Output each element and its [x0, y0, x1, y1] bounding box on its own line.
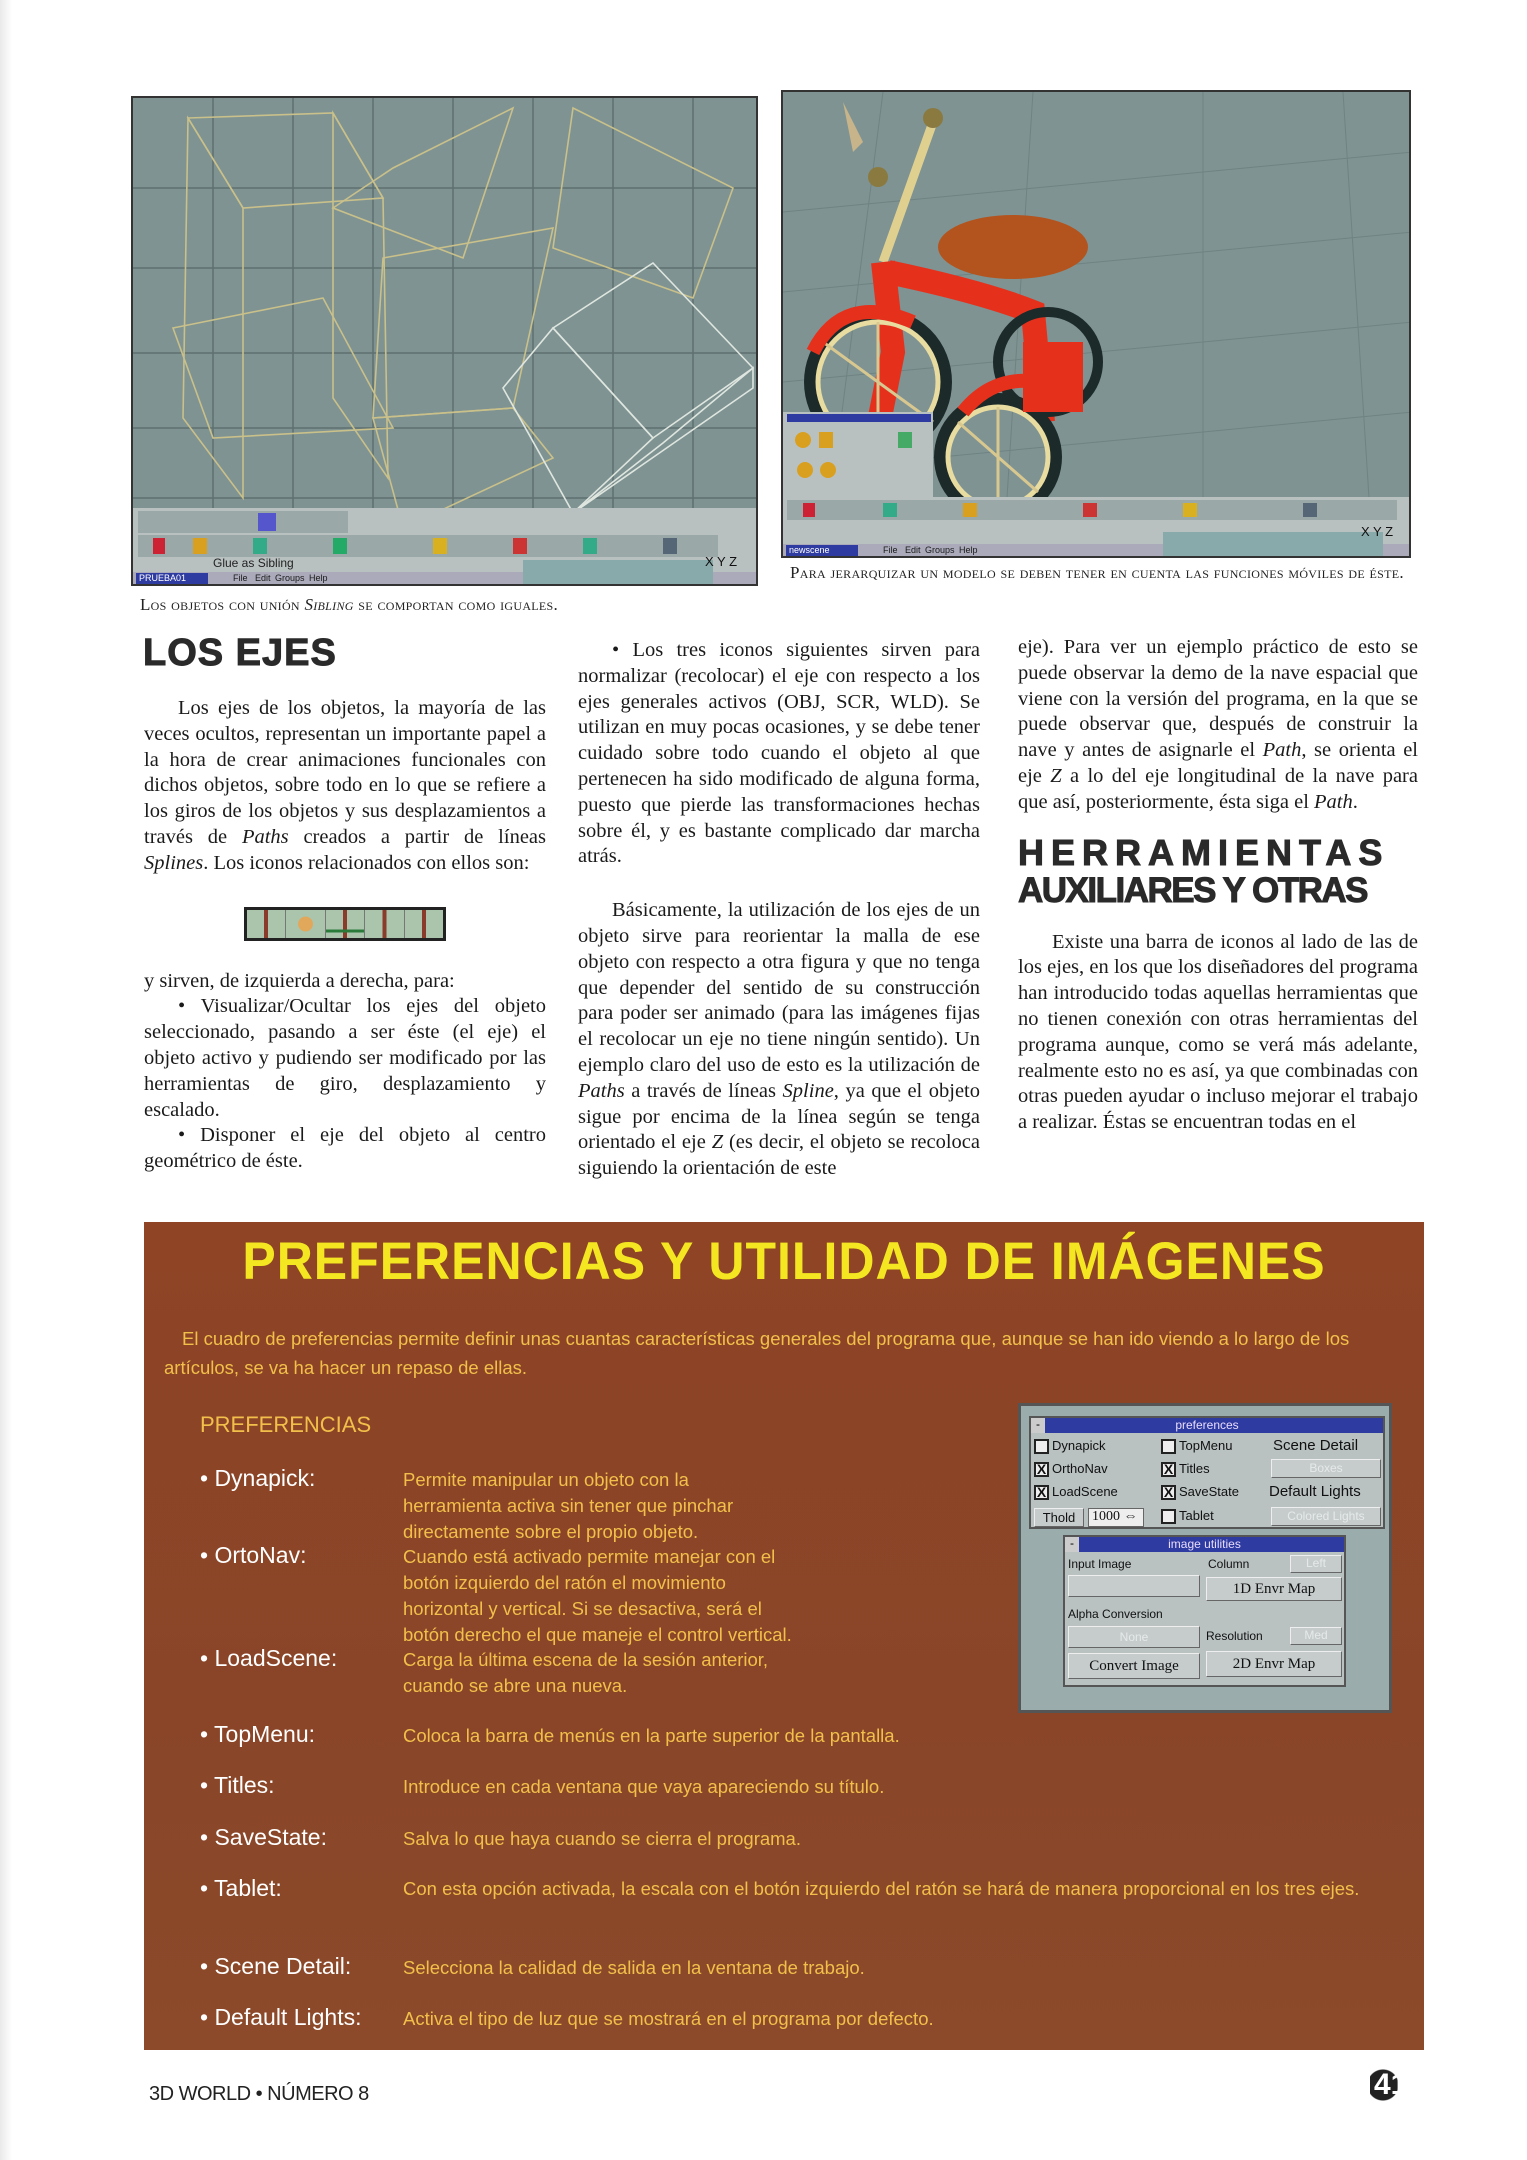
checkbox-orthonav — [1034, 1461, 1108, 1477]
text: . — [1352, 790, 1358, 813]
paragraph: Existe una barra de iconos al lado de las de los ejes, en los que los diseñadores del programa han introducido todas aquellas herramientas que no tienen conexión con otras herramientas del programa aunque, como se verá más adelante, realmente esto no es así, ya que combinadas con otras pueden ayudar o incluso mejorar el trabajo a realizar. Éstas se encuentran todas en el — [1018, 930, 1418, 1134]
pref-label: • SaveState: — [200, 1824, 327, 1850]
resolution-label: Resolution — [1206, 1629, 1263, 1643]
minimize-icon: - — [1031, 1418, 1045, 1433]
axis-normalize-wld-icon — [405, 910, 443, 938]
checkbox-checked: X — [1161, 1485, 1176, 1500]
input-image-field — [1068, 1575, 1200, 1597]
heading-line: AUXILIARES Y OTRAS — [1018, 870, 1367, 910]
dialog-titlebar — [1031, 1418, 1383, 1433]
window-tab: newscene — [789, 545, 830, 555]
pref-label: • Default Lights: — [200, 2004, 362, 2030]
box-intro: El cuadro de preferencias permite definir unas cuantas características generales del programa que, aunque se han ido viendo a lo largo de los artículos, se va ha hacer un repaso de ellas. — [164, 1328, 1350, 1378]
paragraph: y sirven, de izquierda a derecha, para: — [144, 969, 455, 992]
label: Titles — [1179, 1461, 1210, 1476]
checkbox-titles — [1161, 1461, 1210, 1477]
text-emphasis: Paths — [578, 1079, 625, 1102]
heading-line: HERRAMIENTAS — [1018, 831, 1390, 873]
text: . Los iconos relacionados con ellos son: — [203, 851, 530, 874]
axis-normalize-scr-icon — [365, 910, 404, 938]
pref-desc: Salva lo que haya cuando se cierra el programa. — [403, 1828, 801, 1849]
pref-label: • Titles: — [200, 1772, 275, 1798]
input-image-label: Input Image — [1068, 1557, 1132, 1571]
menu-groups: Groups — [925, 545, 955, 555]
pref-desc: Con esta opción activada, la escala con el botón izquierdo del ratón se hará de manera proporcional en los tres ejes. — [403, 1878, 1360, 1899]
text: a través de líneas — [624, 1079, 783, 1102]
thold-value: 1000 — [1092, 1509, 1120, 1524]
box-title: PREFERENCIAS Y UTILIDAD DE IMÁGENES — [242, 1231, 1326, 1291]
label: LoadScene — [1052, 1484, 1118, 1499]
thold-input — [1088, 1508, 1144, 1527]
bullet-paragraph: • Disponer el eje del objeto al centro geométrico de éste. — [144, 1124, 546, 1173]
text: eje). Para ver un ejemplo práctico de esto se puede observar la demo de la nave espacial que viene con la versión del programa, en la que se puede observar que, después de construir la nave y antes de asignarle el — [1018, 636, 1418, 762]
checkbox-unchecked — [1161, 1439, 1176, 1454]
column-label: Column — [1208, 1557, 1250, 1571]
dialog-title: preferences — [1175, 1418, 1239, 1432]
pref-desc: Selecciona la calidad de salida en la ventana de trabajo. — [403, 1957, 865, 1978]
menu-edit: Edit — [255, 573, 271, 583]
page-number — [1370, 2068, 1407, 2102]
pref-label: • TopMenu: — [200, 1721, 316, 1747]
pref-label: • Scene Detail: — [200, 1953, 352, 1979]
figure-caption-left — [140, 590, 558, 620]
figure-wireframe-screenshot — [131, 96, 758, 586]
checkbox-savestate — [1161, 1484, 1239, 1500]
pref-label: • OrtoNav: — [200, 1542, 307, 1568]
text: , se orienta el eje — [1018, 739, 1418, 787]
caption-emphasis: Sibling — [304, 595, 354, 614]
label: Dynapick — [1052, 1438, 1106, 1453]
bullet-paragraph: • Visualizar/Ocultar los ejes del objeto seleccionado, pasando a ser éste (el eje) el objeto activo y pudiendo ser modificado por las herramientas de giro, desplazamiento y escalado. — [144, 995, 546, 1121]
convert-image-button: Convert Image — [1068, 1653, 1200, 1679]
text-emphasis: Splines — [144, 851, 204, 874]
pref-label: • LoadScene: — [200, 1645, 338, 1671]
text: Básicamente, la utilización de los ejes de un objeto sirve para reorientar la malla de ese objeto con respecto a otra figura y que no tenga que depender del sentido de su construcción para poder ser animado (para las imágenes fijas el recolocar un eje no tiene ningún sentido). Un ejemplo claro del uso de esto es la utilización de — [578, 899, 980, 1076]
colored-lights-button: Colored Lights — [1271, 1507, 1381, 1526]
text-emphasis: Spline — [782, 1079, 834, 1102]
figure-caption-right: Para jerarquizar un modelo se deben tener en cuenta las funciones móviles de éste. — [790, 563, 1404, 582]
checkbox-unchecked — [1034, 1439, 1049, 1454]
page-edge-shadow — [0, 0, 12, 2160]
minimize-icon: - — [1065, 1537, 1079, 1552]
text: a lo del eje longitudinal de la nave para que así, posteriormente, ésta siga el — [1018, 764, 1418, 813]
checkbox-dynapick — [1034, 1438, 1105, 1454]
pref-desc: Permite manipular un objeto con la herramienta activa sin tener que pinchar directamente sobre el propio objeto. — [403, 1469, 734, 1542]
axes-label: X Y Z — [705, 554, 738, 569]
text-emphasis: Z — [711, 1131, 724, 1154]
dialog-title: image utilities — [1168, 1537, 1241, 1551]
checkbox-checked: X — [1034, 1485, 1049, 1500]
article-column-3 — [1018, 635, 1418, 1136]
wireframe-cubes-image — [133, 98, 758, 586]
pref-desc: Cuando está activado permite manejar con el botón izquierdo del ratón el movimiento horizontal y vertical. Si se desactiva, será el botón derecho el que maneje el control vertical. — [403, 1546, 792, 1645]
text-emphasis: Paths — [241, 825, 289, 848]
checkbox-tablet — [1161, 1508, 1214, 1524]
paragraph — [1018, 635, 1418, 816]
status-text: Glue as Sibling — [213, 556, 294, 570]
label: SaveState — [1179, 1484, 1239, 1499]
alpha-conversion-label: Alpha Conversion — [1068, 1607, 1163, 1621]
menu-file: File — [883, 545, 898, 555]
caption-text: Los objetos con unión — [140, 595, 305, 614]
axis-normalize-obj-icon — [326, 910, 365, 938]
axes-label: X Y Z — [1361, 524, 1394, 539]
boxes-button: Boxes — [1271, 1459, 1381, 1478]
paragraph — [144, 696, 546, 877]
menu-file: File — [233, 573, 248, 583]
box-subheading: PREFERENCIAS — [200, 1412, 372, 1437]
label: OrthoNav — [1052, 1461, 1108, 1476]
envr-map-2d-button: 2D Envr Map — [1206, 1651, 1342, 1677]
label: TopMenu — [1179, 1438, 1233, 1453]
footer-publication: 3D WORLD • NÚMERO 8 — [149, 2083, 369, 2105]
checkbox-checked: X — [1161, 1462, 1176, 1477]
pref-label: • Dynapick: — [200, 1465, 316, 1491]
axis-icons-toolbar — [244, 907, 446, 941]
checkbox-topmenu — [1161, 1438, 1232, 1454]
pref-desc: Carga la última escena de la sesión anterior, cuando se abre una nueva. — [403, 1649, 769, 1696]
pref-label: • Tablet: — [200, 1875, 282, 1901]
default-lights-label: Default Lights — [1269, 1483, 1361, 1500]
resolution-med-button: Med — [1290, 1627, 1342, 1645]
menu-edit: Edit — [905, 545, 921, 555]
pref-desc: Introduce en cada ventana que vaya apareciendo su título. — [403, 1776, 885, 1797]
caption-text: se comportan como iguales. — [353, 595, 559, 614]
scene-detail-label: Scene Detail — [1273, 1437, 1359, 1454]
pref-desc: Activa el tipo de luz que se mostrará en el programa por defecto. — [403, 2008, 934, 2029]
preferences-dialog — [1029, 1416, 1385, 1529]
arrows-icon: ⇔ — [1123, 1509, 1138, 1524]
paragraph — [578, 898, 980, 1182]
checkbox-unchecked — [1161, 1509, 1176, 1524]
text: (es decir, el objeto se recoloca siguiendo la orientación de este — [578, 1131, 980, 1180]
window-tab: PRUEBA01 — [139, 573, 187, 583]
figure-tricycle-screenshot — [781, 90, 1411, 558]
image-utilities-dialog — [1063, 1535, 1346, 1687]
bullet-paragraph: • Los tres iconos siguientes sirven para normalizar (recolocar) el eje con respecto a los ejes generales activos (OBJ, SCR, WLD). Se utilizan en muy pocas ocasiones, y se debe tener cuidado sobre todo cuando el objeto al que pertenecen ha sido modificado de alguna forma, puesto que pierde las transformaciones hechas sobre él, y es bastante complicado dar marcha atrás. — [578, 639, 980, 868]
menu-groups: Groups — [275, 573, 305, 583]
checkbox-checked: X — [1034, 1462, 1049, 1477]
preferences-sidebar-box — [144, 1222, 1424, 2050]
thold-button: Thold — [1034, 1508, 1084, 1527]
tricycle-render-image — [783, 92, 1411, 558]
text: Los ejes de los objetos, la mayoría de las veces ocultos, representan un importante papel a la hora de crear animaciones funcionales con dichos objetos, sobre todo en lo que se refiere a los giros de los objetos y sus desplazamientos a través de — [144, 697, 546, 848]
menu-help: Help — [959, 545, 978, 555]
text-emphasis: Path — [1262, 739, 1302, 762]
dialog-titlebar — [1065, 1537, 1344, 1552]
envr-map-1d-button: 1D Envr Map — [1206, 1577, 1342, 1601]
heading-los-ejes: LOS EJES — [143, 632, 337, 674]
alpha-none-button: None — [1068, 1626, 1200, 1648]
dialogs-screenshot — [1018, 1403, 1392, 1713]
text-emphasis: Z — [1050, 764, 1062, 787]
text: creados a partir de líneas — [288, 825, 546, 848]
text: , ya que el objeto sigue por encima de la línea según se tenga orientado el eje — [578, 1079, 981, 1154]
article-column-1 — [144, 696, 546, 1175]
axis-center-icon — [286, 910, 325, 938]
checkbox-loadscene — [1034, 1484, 1118, 1500]
column-left-button: Left — [1290, 1555, 1342, 1573]
page-number-text: 41 — [1370, 2068, 1407, 2102]
article-column-2 — [578, 638, 980, 1182]
pref-desc: Coloca la barra de menús en la parte superior de la pantalla. — [403, 1725, 900, 1746]
axis-visibility-icon — [247, 910, 286, 938]
label: Tablet — [1179, 1508, 1214, 1523]
text-emphasis: Path — [1314, 790, 1353, 813]
heading-herramientas — [1018, 831, 1418, 910]
menu-help: Help — [309, 573, 328, 583]
